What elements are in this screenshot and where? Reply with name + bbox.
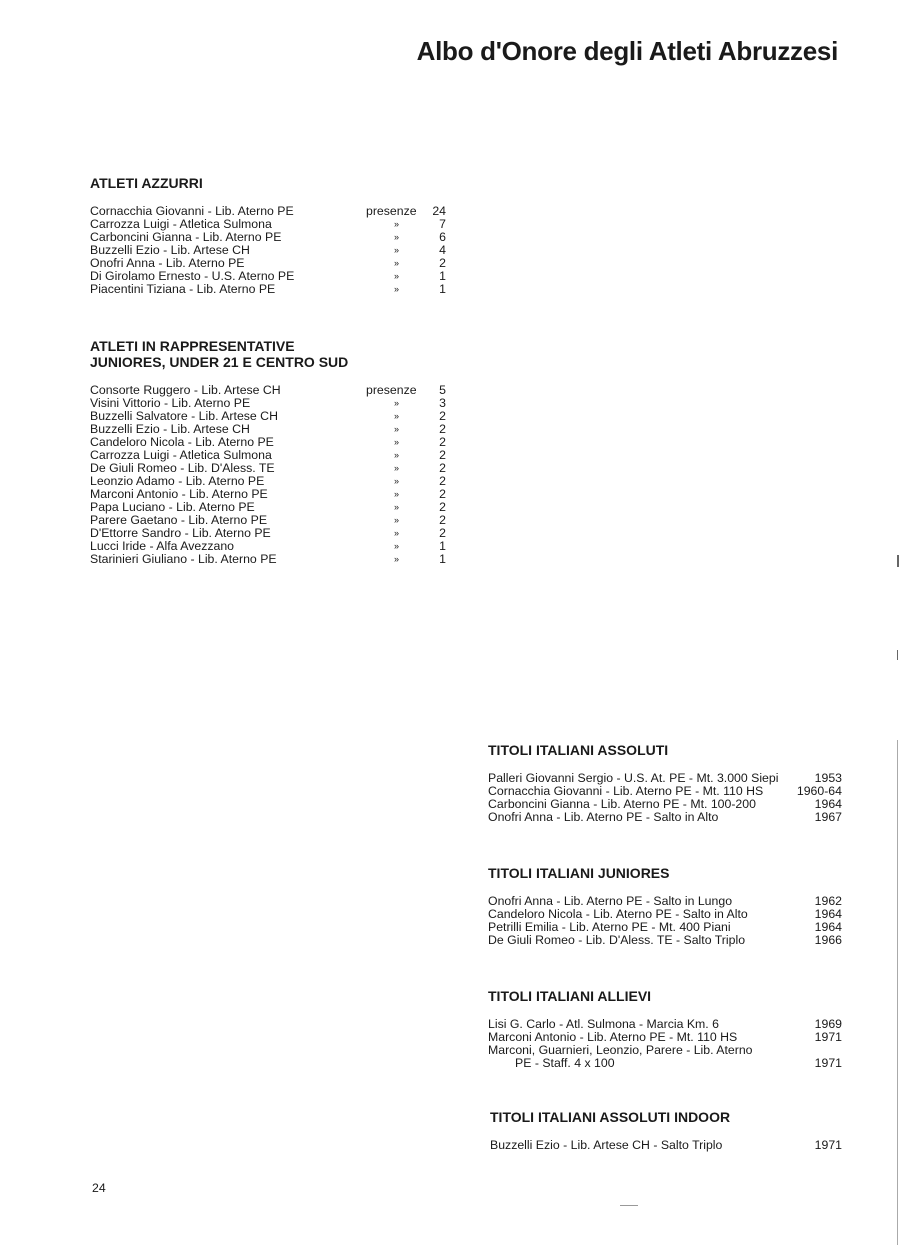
section-heading-line2: JUNIORES, UNDER 21 E CENTRO SUD: [90, 354, 349, 370]
presenze-label: »: [394, 476, 400, 486]
relay-text-line1: Marconi, Guarnieri, Leonzio, Parere - Lib. Aterno: [488, 1043, 753, 1057]
athlete-list: [90, 205, 460, 296]
presenze-label: »: [394, 463, 400, 473]
scan-mark: [620, 1205, 638, 1206]
section-heading: ATLETI AZZURRI: [90, 175, 203, 191]
title-text: Petrilli Emilia - Lib. Aterno PE - Mt. 400 Piani: [488, 920, 731, 934]
presenze-count: 2: [439, 513, 446, 527]
athlete-name: Carboncini Gianna - Lib. Aterno PE: [90, 230, 282, 244]
presenze-count: 3: [439, 396, 446, 410]
section-heading: TITOLI ITALIANI ASSOLUTI: [488, 742, 669, 758]
section-titoli-indoor: [490, 1109, 842, 1152]
title-text: Onofri Anna - Lib. Aterno PE - Salto in Alto: [488, 810, 719, 824]
title-list: [488, 772, 842, 824]
list-item: [488, 811, 842, 824]
athlete-name: Consorte Ruggero - Lib. Artese CH: [90, 383, 281, 397]
section-rappresentative: [90, 338, 460, 566]
athlete-list: [90, 384, 460, 566]
section-heading: TITOLI ITALIANI ASSOLUTI INDOOR: [490, 1109, 731, 1125]
title-text: Candeloro Nicola - Lib. Aterno PE - Salto in Alto: [488, 907, 748, 921]
athlete-name: Di Girolamo Ernesto - U.S. Aterno PE: [90, 269, 295, 283]
title-year: 1960-64: [796, 784, 842, 798]
relay-year: 1971: [814, 1056, 842, 1070]
title-text: Lisi G. Carlo - Atl. Sulmona - Marcia Km. 6: [488, 1017, 719, 1031]
title-year: 1964: [814, 797, 842, 811]
presenze-label: »: [394, 489, 400, 499]
scan-mark: [897, 650, 898, 660]
presenze-count: 7: [439, 217, 446, 231]
title-year: 1971: [814, 1030, 842, 1044]
athlete-name: Candeloro Nicola - Lib. Aterno PE: [90, 435, 274, 449]
presenze-label: »: [394, 219, 400, 229]
presenze-label: »: [394, 245, 400, 255]
section-atleti-azzurri: [90, 175, 460, 296]
list-item: [488, 934, 842, 947]
athlete-name: Visini Vittorio - Lib. Aterno PE: [90, 396, 251, 410]
athlete-name: Onofri Anna - Lib. Aterno PE: [90, 256, 245, 270]
title-year: 1969: [814, 1017, 842, 1031]
presenze-label: »: [394, 437, 400, 447]
title-text: Onofri Anna - Lib. Aterno PE - Salto in Lungo: [488, 894, 733, 908]
title-list: [488, 1018, 842, 1070]
title-year: 1966: [814, 933, 842, 947]
athlete-name: De Giuli Romeo - Lib. D'Aless. TE: [90, 461, 275, 475]
athlete-name: Marconi Antonio - Lib. Aterno PE: [90, 487, 268, 501]
athlete-name: Buzzelli Salvatore - Lib. Artese CH: [90, 409, 278, 423]
title-text: Palleri Giovanni Sergio - U.S. At. PE - Mt. 3.000 Siepi: [488, 771, 779, 785]
athlete-name: Carrozza Luigi - Atletica Sulmona: [90, 448, 272, 462]
scan-mark: [897, 555, 899, 567]
presenze-label: »: [394, 258, 400, 268]
presenze-count: 6: [439, 230, 446, 244]
presenze-label: »: [394, 271, 400, 281]
title-text: Cornacchia Giovanni - Lib. Aterno PE - Mt. 110 HS: [488, 784, 764, 798]
athlete-name: Buzzelli Ezio - Lib. Artese CH: [90, 243, 250, 257]
list-item: [90, 553, 460, 566]
presenze-label: »: [394, 502, 400, 512]
section-heading-line1: ATLETI IN RAPPRESENTATIVE: [90, 338, 295, 354]
page-number: 24: [92, 1181, 106, 1195]
presenze-count: 2: [439, 422, 446, 436]
athlete-name: D'Ettorre Sandro - Lib. Aterno PE: [90, 526, 271, 540]
title-year: 1967: [814, 810, 842, 824]
title-year: 1962: [814, 894, 842, 908]
presenze-label: »: [394, 554, 400, 564]
presenze-count: 24: [432, 204, 446, 218]
presenze-count: 2: [439, 526, 446, 540]
section-titoli-allievi: [488, 988, 842, 1070]
presenze-label: presenze: [366, 204, 417, 218]
title-list: [490, 1139, 842, 1152]
presenze-label: »: [394, 528, 400, 538]
title-year: 1971: [814, 1138, 842, 1152]
presenze-count: 4: [439, 243, 446, 257]
athlete-name: Cornacchia Giovanni - Lib. Aterno PE: [90, 204, 294, 218]
athlete-name: Carrozza Luigi - Atletica Sulmona: [90, 217, 272, 231]
presenze-label: presenze: [366, 383, 417, 397]
presenze-label: »: [394, 424, 400, 434]
presenze-label: »: [394, 411, 400, 421]
presenze-count: 1: [439, 269, 446, 283]
title-text: Buzzelli Ezio - Lib. Artese CH - Salto Triplo: [490, 1138, 723, 1152]
section-heading: TITOLI ITALIANI JUNIORES: [488, 865, 670, 881]
presenze-count: 2: [439, 409, 446, 423]
athlete-name: Lucci Iride - Alfa Avezzano: [90, 539, 235, 553]
title-text: Marconi Antonio - Lib. Aterno PE - Mt. 110 HS: [488, 1030, 738, 1044]
title-list: [488, 895, 842, 947]
section-titoli-assoluti: [488, 742, 842, 824]
presenze-count: 1: [439, 552, 446, 566]
section-heading: TITOLI ITALIANI ALLIEVI: [488, 988, 652, 1004]
athlete-name: Starinieri Giuliano - Lib. Aterno PE: [90, 552, 277, 566]
presenze-count: 2: [439, 435, 446, 449]
athlete-name: Papa Luciano - Lib. Aterno PE: [90, 500, 255, 514]
presenze-count: 1: [439, 282, 446, 296]
list-item: [488, 1057, 842, 1070]
presenze-label: »: [394, 398, 400, 408]
presenze-label: »: [394, 284, 400, 294]
athlete-name: Leonzio Adamo - Lib. Aterno PE: [90, 474, 265, 488]
title-text: Carboncini Gianna - Lib. Aterno PE - Mt. 100-200: [488, 797, 756, 811]
presenze-label: »: [394, 450, 400, 460]
athlete-name: Buzzelli Ezio - Lib. Artese CH: [90, 422, 250, 436]
presenze-count: 2: [439, 487, 446, 501]
list-item: [90, 283, 460, 296]
title-year: 1964: [814, 920, 842, 934]
presenze-count: 2: [439, 256, 446, 270]
relay-text-line2: PE - Staff. 4 x 100: [515, 1056, 615, 1070]
presenze-count: 1: [439, 539, 446, 553]
presenze-label: »: [394, 232, 400, 242]
athlete-name: Parere Gaetano - Lib. Aterno PE: [90, 513, 268, 527]
presenze-label: »: [394, 515, 400, 525]
presenze-count: 2: [439, 500, 446, 514]
presenze-count: 5: [439, 383, 446, 397]
scan-mark: [897, 740, 898, 1245]
list-item: [490, 1139, 842, 1152]
title-year: 1953: [814, 771, 842, 785]
athlete-name: Piacentini Tiziana - Lib. Aterno PE: [90, 282, 276, 296]
presenze-label: »: [394, 541, 400, 551]
presenze-count: 2: [439, 461, 446, 475]
presenze-count: 2: [439, 474, 446, 488]
page-title: Albo d'Onore degli Atleti Abruzzesi: [416, 36, 838, 66]
title-text: De Giuli Romeo - Lib. D'Aless. TE - Salto Triplo: [488, 933, 746, 947]
presenze-count: 2: [439, 448, 446, 462]
title-year: 1964: [814, 907, 842, 921]
section-titoli-juniores: [488, 865, 842, 947]
